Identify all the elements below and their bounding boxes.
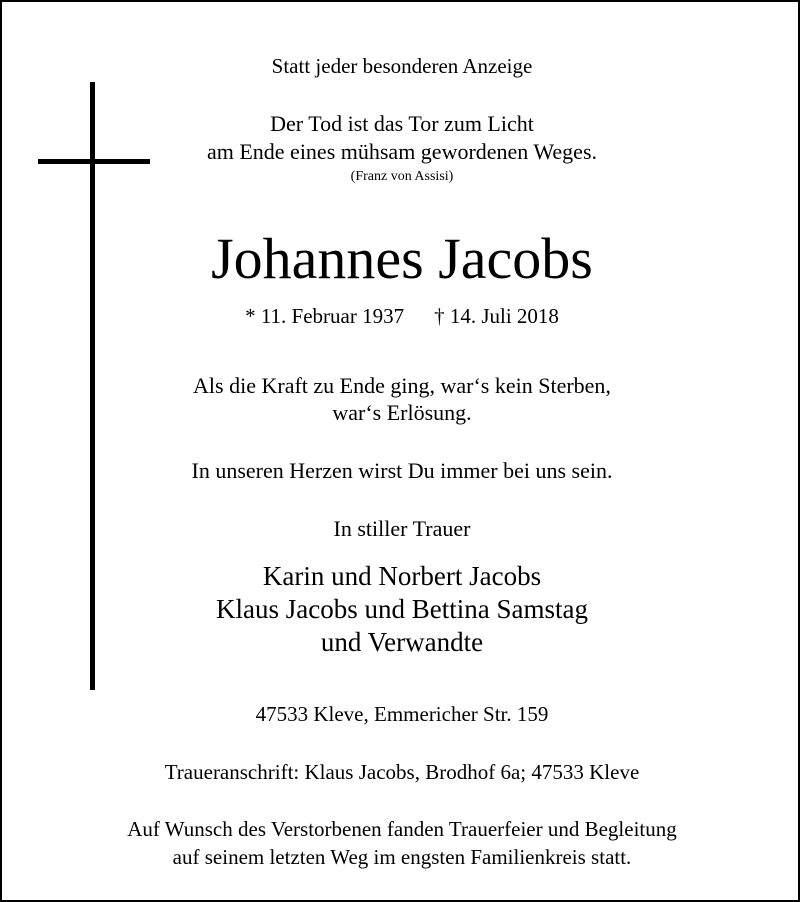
death-date: † 14. Juli 2018 — [434, 304, 559, 328]
mourning-intro: In stiller Trauer — [333, 516, 471, 541]
quote-source: (Franz von Assisi) — [350, 169, 454, 184]
mourning-address: Traueranschrift: Klaus Jacobs, Brodhof 6a; 47533 Kleve — [164, 760, 640, 784]
family-line-1: Karin und Norbert Jacobs — [262, 561, 542, 591]
notice-heading: Statt jeder besonderen Anzeige — [271, 54, 533, 78]
life-dates — [2, 306, 800, 327]
memory-line: In unseren Herzen wirst Du immer bei uns sein. — [191, 458, 613, 483]
verse-line-1: Als die Kraft zu Ende ging, war‘s kein Sterben, — [193, 373, 611, 398]
footer-line-1: Auf Wunsch des Verstorbenen fanden Trauerfeier und Begleitung — [127, 817, 677, 841]
family-line-3: und Verwandte — [320, 627, 484, 657]
family-line-2: Klaus Jacobs und Bettina Samstag — [216, 594, 588, 624]
birth-date: * 11. Februar 1937 — [245, 304, 405, 328]
quote-line-2: am Ende eines mühsam gewordenen Weges. — [206, 139, 598, 164]
footer-line-2: auf seinem letzten Weg im engsten Familienkreis statt. — [172, 845, 632, 869]
verse-line-2: war‘s Erlösung. — [332, 400, 472, 425]
deceased-name: Johannes Jacobs — [211, 226, 593, 291]
quote-line-1: Der Tod ist das Tor zum Licht — [270, 111, 534, 136]
residence-address: 47533 Kleve, Emmericher Str. 159 — [255, 702, 549, 726]
